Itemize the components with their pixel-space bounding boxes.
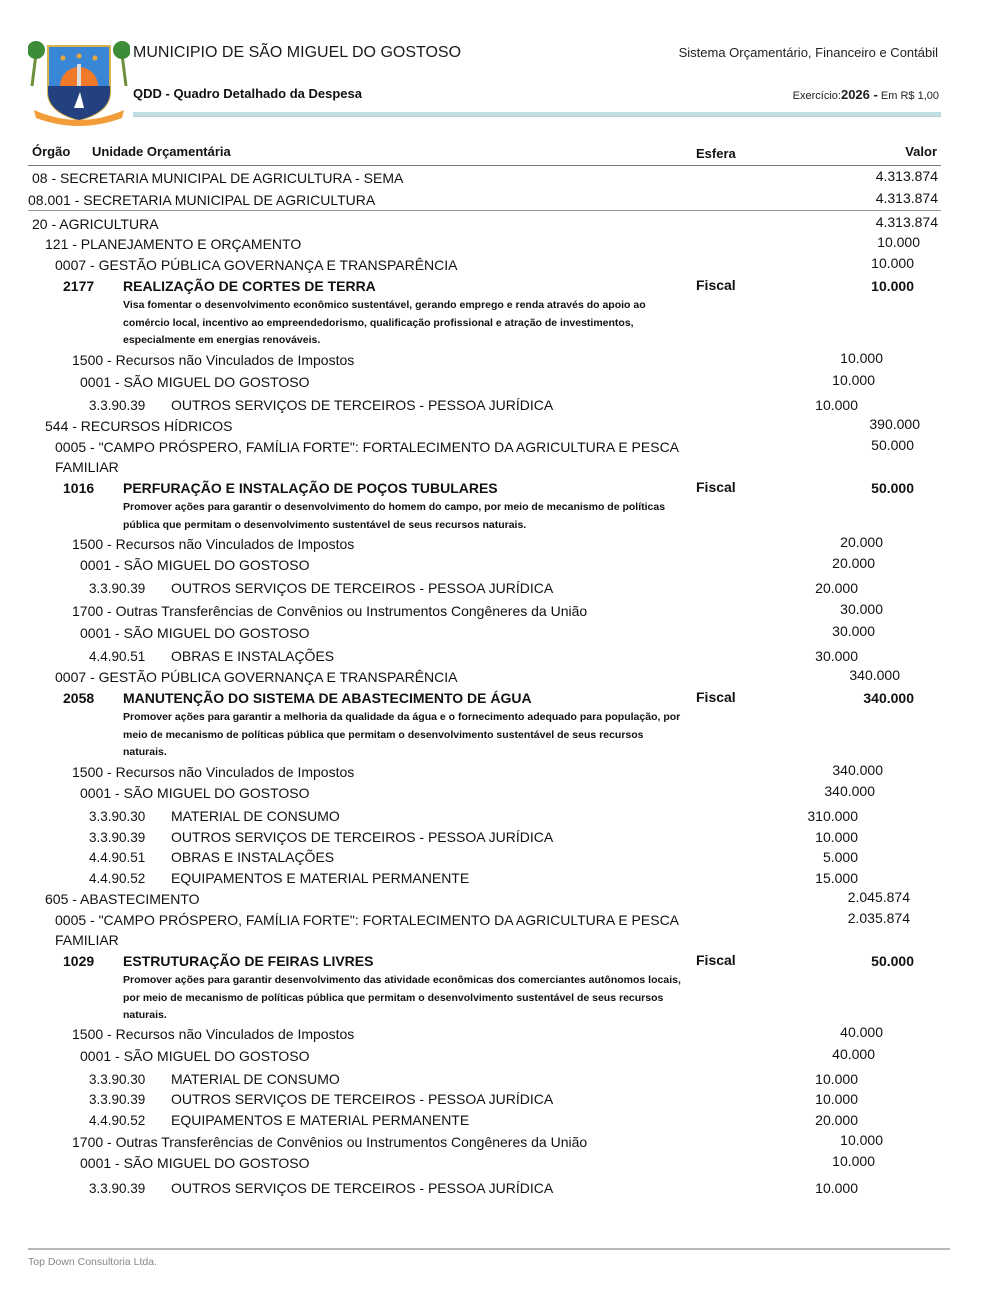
row-label: 08 - SECRETARIA MUNICIPAL DE AGRICULTURA - SEMA	[32, 170, 404, 186]
exercise-year: 2026 -	[840, 87, 878, 102]
element-value: 10.000	[815, 1091, 858, 1107]
row-label: 0005 - "CAMPO PRÓSPERO, FAMÍLIA FORTE": FORTALECIMENTO DA AGRICULTURA E PESCA	[55, 439, 680, 455]
element-value: 10.000	[815, 829, 858, 845]
row-value: 10.000	[832, 372, 875, 388]
row-label: 0007 - GESTÃO PÚBLICA GOVERNANÇA E TRANSPARÊNCIA	[55, 669, 458, 685]
esfera-value: Fiscal	[696, 952, 736, 968]
row-label: 20 - AGRICULTURA	[32, 216, 159, 232]
esfera-value: Fiscal	[696, 479, 736, 495]
element-description: OUTROS SERVIÇOS DE TERCEIROS - PESSOA JURÍDICA	[171, 397, 554, 413]
row-value: 2.035.874	[847, 910, 910, 926]
action-description: Promover ações para garantir desenvolvimento das atividade econômicas dos comerciantes autônomos locais, por meio de mecanismo de políticas pública que permitam o desenvolvimento sustentável de seus recursos naturais.	[123, 974, 681, 1021]
col-valor: Valor	[905, 144, 937, 159]
exercise-label: Exercício:	[792, 90, 841, 102]
action-value: 340.000	[863, 690, 914, 706]
action-value: 10.000	[871, 278, 914, 294]
action-value: 50.000	[871, 480, 914, 496]
element-value: 15.000	[815, 870, 858, 886]
row-value: 10.000	[871, 255, 914, 271]
col-orgao: Órgão	[32, 144, 71, 159]
element-value: 310.000	[807, 808, 858, 824]
row-value: 10.000	[877, 234, 920, 250]
element-code: 4.4.90.52	[89, 871, 146, 886]
municipality-name: MUNICIPIO DE SÃO MIGUEL DO GOSTOSO	[133, 44, 462, 61]
row-label: 544 - RECURSOS HÍDRICOS	[45, 418, 233, 434]
row-value: 20.000	[832, 555, 875, 571]
action-value: 50.000	[871, 953, 914, 969]
row-label: 605 - ABASTECIMENTO	[45, 891, 200, 907]
element-description: OBRAS E INSTALAÇÕES	[171, 648, 335, 664]
row-label: 1700 - Outras Transferências de Convênios ou Instrumentos Congêneres da União	[72, 603, 588, 619]
action-description: Promover ações para garantir a melhoria da qualidade da água e o fornecimento adequado para população, por meio de mecanismo de políticas pública que permitam o desenvolvimento sustentável de seus recursos naturais.	[123, 711, 681, 758]
element-value: 20.000	[815, 1112, 858, 1128]
row-label: 1500 - Recursos não Vinculados de Impostos	[72, 1026, 355, 1042]
row-value: 340.000	[849, 667, 900, 683]
row-value: 340.000	[824, 783, 875, 799]
element-code: 3.3.90.39	[89, 1092, 146, 1107]
row-label: 0001 - SÃO MIGUEL DO GOSTOSO	[80, 625, 310, 641]
element-code: 3.3.90.39	[89, 398, 146, 413]
footer-divider	[28, 1248, 950, 1250]
esfera-value: Fiscal	[696, 689, 736, 705]
action-title: PERFURAÇÃO E INSTALAÇÃO DE POÇOS TUBULARES	[123, 480, 498, 496]
element-code: 4.4.90.51	[89, 649, 146, 664]
element-code: 3.3.90.39	[89, 581, 146, 596]
exercise-info	[793, 87, 939, 102]
element-code: 4.4.90.51	[89, 850, 146, 865]
row-label-continued: FAMILIAR	[55, 459, 119, 475]
row-label: 1500 - Recursos não Vinculados de Impostos	[72, 764, 355, 780]
col-esfera: Esfera	[696, 146, 736, 161]
row-label: 0001 - SÃO MIGUEL DO GOSTOSO	[80, 785, 310, 801]
element-value: 30.000	[815, 648, 858, 664]
row-value: 10.000	[840, 1132, 883, 1148]
element-code: 3.3.90.30	[89, 809, 146, 824]
esfera-value: Fiscal	[696, 277, 736, 293]
element-description: OUTROS SERVIÇOS DE TERCEIROS - PESSOA JURÍDICA	[171, 829, 554, 845]
row-value: 2.045.874	[847, 889, 910, 905]
element-description: MATERIAL DE CONSUMO	[171, 808, 340, 824]
element-description: OUTROS SERVIÇOS DE TERCEIROS - PESSOA JURÍDICA	[171, 1091, 554, 1107]
row-label: 0001 - SÃO MIGUEL DO GOSTOSO	[80, 557, 310, 573]
row-value: 4.313.874	[875, 168, 938, 184]
action-code: 2058	[63, 690, 95, 706]
element-value: 10.000	[815, 1071, 858, 1087]
element-description: OUTROS SERVIÇOS DE TERCEIROS - PESSOA JURÍDICA	[171, 1180, 554, 1196]
row-value: 390.000	[869, 416, 920, 432]
row-value: 20.000	[840, 534, 883, 550]
row-label: 08.001 - SECRETARIA MUNICIPAL DE AGRICULTURA	[28, 192, 376, 208]
element-code: 3.3.90.39	[89, 1181, 146, 1196]
row-label-continued: FAMILIAR	[55, 932, 119, 948]
element-description: OUTROS SERVIÇOS DE TERCEIROS - PESSOA JURÍDICA	[171, 580, 554, 596]
currency-label: Em R$ 1,00	[880, 90, 939, 102]
element-value: 20.000	[815, 580, 858, 596]
element-description: MATERIAL DE CONSUMO	[171, 1071, 340, 1087]
row-value: 50.000	[871, 437, 914, 453]
row-label: 0007 - GESTÃO PÚBLICA GOVERNANÇA E TRANSPARÊNCIA	[55, 257, 458, 273]
action-code: 2177	[63, 278, 95, 294]
element-value: 5.000	[822, 849, 858, 865]
report-title: QDD - Quadro Detalhado da Despesa	[133, 86, 362, 101]
row-label: 0001 - SÃO MIGUEL DO GOSTOSO	[80, 374, 310, 390]
row-label: 0001 - SÃO MIGUEL DO GOSTOSO	[80, 1048, 310, 1064]
element-code: 3.3.90.39	[89, 830, 146, 845]
column-divider	[28, 165, 941, 166]
row-value: 40.000	[832, 1046, 875, 1062]
row-value: 30.000	[840, 601, 883, 617]
row-value: 30.000	[832, 623, 875, 639]
element-value: 10.000	[815, 397, 858, 413]
footer-company: Top Down Consultoria Ltda.	[28, 1256, 157, 1268]
row-value: 4.313.874	[875, 190, 938, 206]
row-label: 0001 - SÃO MIGUEL DO GOSTOSO	[80, 1155, 310, 1171]
action-code: 1016	[63, 480, 95, 496]
element-description: EQUIPAMENTOS E MATERIAL PERMANENTE	[171, 1112, 470, 1128]
row-label: 1700 - Outras Transferências de Convênios ou Instrumentos Congêneres da União	[72, 1134, 588, 1150]
row-value: 4.313.874	[875, 214, 938, 230]
element-code: 3.3.90.30	[89, 1072, 146, 1087]
action-title: ESTRUTURAÇÃO DE FEIRAS LIVRES	[123, 953, 374, 969]
row-value: 10.000	[832, 1153, 875, 1169]
row-label: 1500 - Recursos não Vinculados de Impostos	[72, 536, 355, 552]
action-description: Promover ações para garantir o desenvolvimento do homem do campo, por meio de mecanismo de políticas pública que permitam o desenvolvimento sustentável de seus recursos naturais.	[123, 501, 666, 531]
row-value: 340.000	[832, 762, 883, 778]
element-description: EQUIPAMENTOS E MATERIAL PERMANENTE	[171, 870, 470, 886]
system-name: Sistema Orçamentário, Financeiro e Contábil	[678, 45, 938, 60]
row-label: 121 - PLANEJAMENTO E ORÇAMENTO	[45, 236, 302, 252]
element-code: 4.4.90.52	[89, 1113, 146, 1128]
action-title: REALIZAÇÃO DE CORTES DE TERRA	[123, 278, 376, 294]
row-value: 10.000	[840, 350, 883, 366]
row-label: 0005 - "CAMPO PRÓSPERO, FAMÍLIA FORTE": FORTALECIMENTO DA AGRICULTURA E PESCA	[55, 912, 680, 928]
element-description: OBRAS E INSTALAÇÕES	[171, 849, 335, 865]
header-divider	[133, 112, 941, 117]
action-code: 1029	[63, 953, 95, 969]
element-value: 10.000	[815, 1180, 858, 1196]
unit-divider	[28, 210, 941, 211]
row-label: 1500 - Recursos não Vinculados de Impostos	[72, 352, 355, 368]
coat-of-arms-logo	[28, 34, 130, 126]
action-description: Visa fomentar o desenvolvimento econômico sustentável, gerando emprego e renda através do apoio ao comércio local, incentivo ao empreendedorismo, qualificação profissional e atração de investimentos, especialmente em energias renováveis.	[123, 299, 646, 346]
col-unidade: Unidade Orçamentária	[92, 144, 231, 159]
action-title: MANUTENÇÃO DO SISTEMA DE ABASTECIMENTO DE ÁGUA	[123, 690, 532, 706]
row-value: 40.000	[840, 1024, 883, 1040]
